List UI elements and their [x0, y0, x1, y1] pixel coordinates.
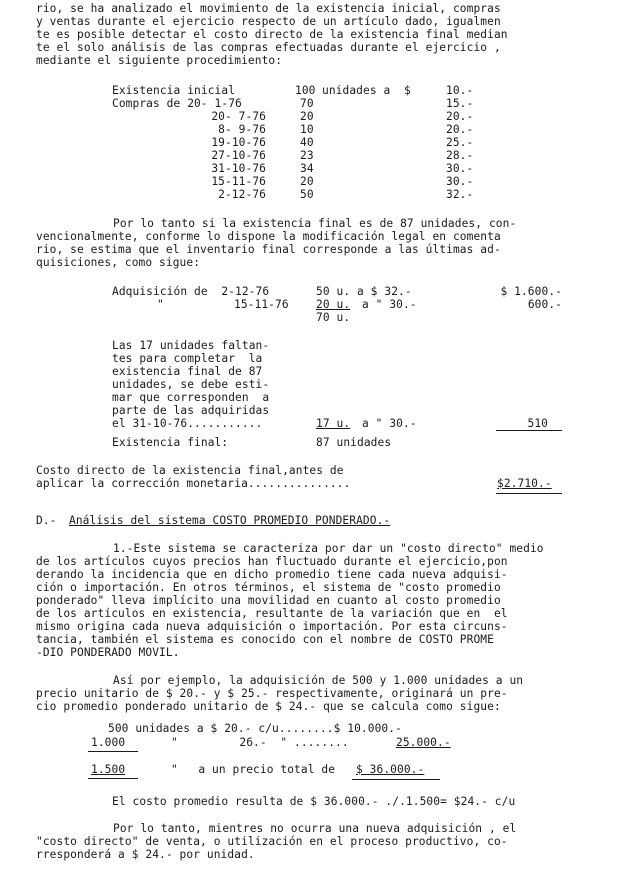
para-d2-line: cio promedio ponderado unitario de $ 24.- que se calcula como sigue:: [36, 700, 501, 713]
purchase-label: 31-10-76: [211, 162, 266, 175]
missing-line: unidades, se debe esti-: [112, 378, 270, 391]
acq-row1-total: $ 1.600.-: [500, 285, 562, 298]
purchase-qty: 20: [300, 175, 314, 188]
purchase-price: 28.-: [446, 149, 474, 162]
intro-line: te es posible detectar el costo directo de la existencia final median: [36, 28, 508, 41]
calc-row1: 500 unidades a $ 20.- c/u........$ 10.000.-: [108, 722, 402, 735]
purchase-qty: 70: [300, 97, 314, 110]
acq-row2-date: 15-11-76: [234, 298, 289, 311]
cost-total-double-rule: [496, 493, 562, 494]
para-d2-line: Así por ejemplo, la adquisición de 500 y 1.000 unidades a un: [113, 674, 524, 687]
para-d1-line: tancia, también el sistema es conocido con el nombre de COSTO PROME: [36, 633, 494, 646]
purchase-price: 20.-: [446, 110, 474, 123]
missing-line: existencia final de 87: [112, 365, 263, 378]
purchase-label: Compras de 20- 1-76: [112, 97, 242, 110]
purchase-qty: 34: [300, 162, 314, 175]
purchase-price: 25.-: [446, 136, 474, 149]
intro-line: rio, se ha analizado el movimiento de la existencia inicial, compras: [36, 2, 501, 15]
para-d3-line: rresponderá a $ 24.- por unidad.: [36, 848, 255, 861]
para-d1-line: mismo origina cada nueva adquisición o importación. Por esta circuns-: [36, 620, 508, 633]
para2-line: Por lo tanto si la existencia final es de 87 unidades, con-: [113, 217, 517, 230]
purchase-unit: unidades a $: [322, 84, 411, 97]
intro-line: te el solo análisis de las compras efectuadas durante el ejercicio ,: [36, 41, 501, 54]
cost-total: $2.710.-: [497, 477, 552, 490]
calc-row2-mid: " 26.- " ........: [171, 736, 349, 749]
para-d2-line: precio unitario de $ 20.- y $ 25.- respectivamente, originará un pre-: [36, 687, 508, 700]
calc-row2-qty: 1.000: [91, 736, 126, 749]
purchase-label: 20- 7-76: [211, 110, 266, 123]
missing-line: mar que corresponden a: [112, 391, 270, 404]
missing-line: parte de las adquiridas: [112, 404, 270, 417]
purchase-qty: 40: [300, 136, 314, 149]
purchase-label: 19-10-76: [211, 136, 266, 149]
purchase-label: 8- 9-76: [218, 123, 266, 136]
cost-line: Costo directo de la existencia final,antes de: [36, 464, 344, 477]
purchase-qty: 50: [300, 188, 314, 201]
acq-subtotal: 70 u.: [316, 311, 351, 324]
section-title: Análisis del sistema COSTO PROMEDIO PONDERADO.-: [69, 514, 391, 527]
para-d1-line: de los artículos cuyos precios han fluctuado durante el ejercicio,pon: [36, 555, 508, 568]
para-d1-line: derando la incidencia que en dicho promedio tiene cada nueva adquisi-: [36, 568, 508, 581]
purchase-price: 10.-: [446, 84, 474, 97]
para-d3-line: "costo directo" de venta, o utilización en el proceso productivo, co-: [36, 835, 508, 848]
para2-line: quisiciones, como sigue:: [36, 256, 201, 269]
intro-line: y ventas durante el ejercicio respecto de un artículo dado, igualmen: [36, 15, 501, 28]
acq-row1-calc: 50 u. a $ 32.-: [316, 285, 412, 298]
para-d3-line: Por lo tanto, mientres no ocurra una nueva adquisición , el: [113, 822, 517, 835]
purchase-label: 2-12-76: [218, 188, 266, 201]
section-prefix: D.-: [36, 514, 64, 527]
purchase-qty: 23: [300, 149, 314, 162]
acq-row2-qty: 20 u.: [316, 298, 351, 311]
calc-qty-rule: [88, 751, 138, 752]
purchase-label: 27-10-76: [211, 149, 266, 162]
purchase-price: 20.-: [446, 123, 474, 136]
missing-line: Las 17 unidades faltan-: [112, 339, 270, 352]
calc-row3-text: " a un precio total de: [171, 763, 336, 776]
final-label: Existencia final:: [112, 436, 229, 449]
missing-price: a " 30.-: [362, 417, 417, 430]
purchase-qty: 20: [300, 110, 314, 123]
intro-line: mediante el siguiente procedimiento:: [36, 54, 283, 67]
calc-row2-total: 25.000.-: [396, 736, 451, 749]
calc-qty-double-rule: [88, 778, 138, 779]
cost-line: aplicar la corrección monetaria...............: [36, 477, 351, 490]
para-d1-line: de los artículos en existencia, resultante de la variación que en el: [36, 607, 508, 620]
para-d1-line: -DIO PONDERADO MOVIL.: [36, 646, 180, 659]
purchase-label: 15-11-76: [211, 175, 266, 188]
missing-line: tes para completar la: [112, 352, 263, 365]
para2-line: rio, se estima que el inventario final corresponde a las últimas ad-: [36, 243, 501, 256]
purchase-qty: 10: [300, 123, 314, 136]
purchase-price: 15.-: [446, 97, 474, 110]
missing-qty: 17 u.: [316, 417, 351, 430]
missing-line: el 31-10-76...........: [112, 417, 263, 430]
acq-row2-total: 600.-: [527, 298, 562, 311]
missing-total: 510: [527, 417, 548, 430]
para-d1-line: 1.-Este sistema se caracteriza por dar un "costo directo" medio: [113, 542, 544, 555]
purchase-qty: 100: [295, 84, 316, 97]
acq-row2-price: a " 30.-: [362, 298, 417, 311]
purchase-price: 30.-: [446, 175, 474, 188]
acq-row1-label: Adquisición de 2-12-76: [112, 285, 270, 298]
para-d1-line: ponderado" lleva implícito una movilidad en cuanto al costo promedio: [36, 594, 501, 607]
purchase-price: 30.-: [446, 162, 474, 175]
final-value: 87 unidades: [316, 436, 392, 449]
calc-row3-total: $ 36.000.-: [356, 763, 425, 776]
purchase-price: 32.-: [446, 188, 474, 201]
para-d1-line: ción o importación. En otros términos, el sistema de "costo promedio: [36, 581, 501, 594]
purchase-label: Existencia inicial: [112, 84, 236, 97]
calc-row3-qty: 1.500: [91, 763, 126, 776]
calc-average: El costo promedio resulta de $ 36.000.- ./.1.500= $24.- c/u: [112, 795, 516, 808]
calc-total-double-rule: [352, 779, 440, 780]
acq-row2-mark: ": [157, 298, 164, 311]
missing-total-rule: [496, 430, 562, 431]
para2-line: vencionalmente, conforme lo dispone la modificación legal en comenta: [36, 230, 501, 243]
